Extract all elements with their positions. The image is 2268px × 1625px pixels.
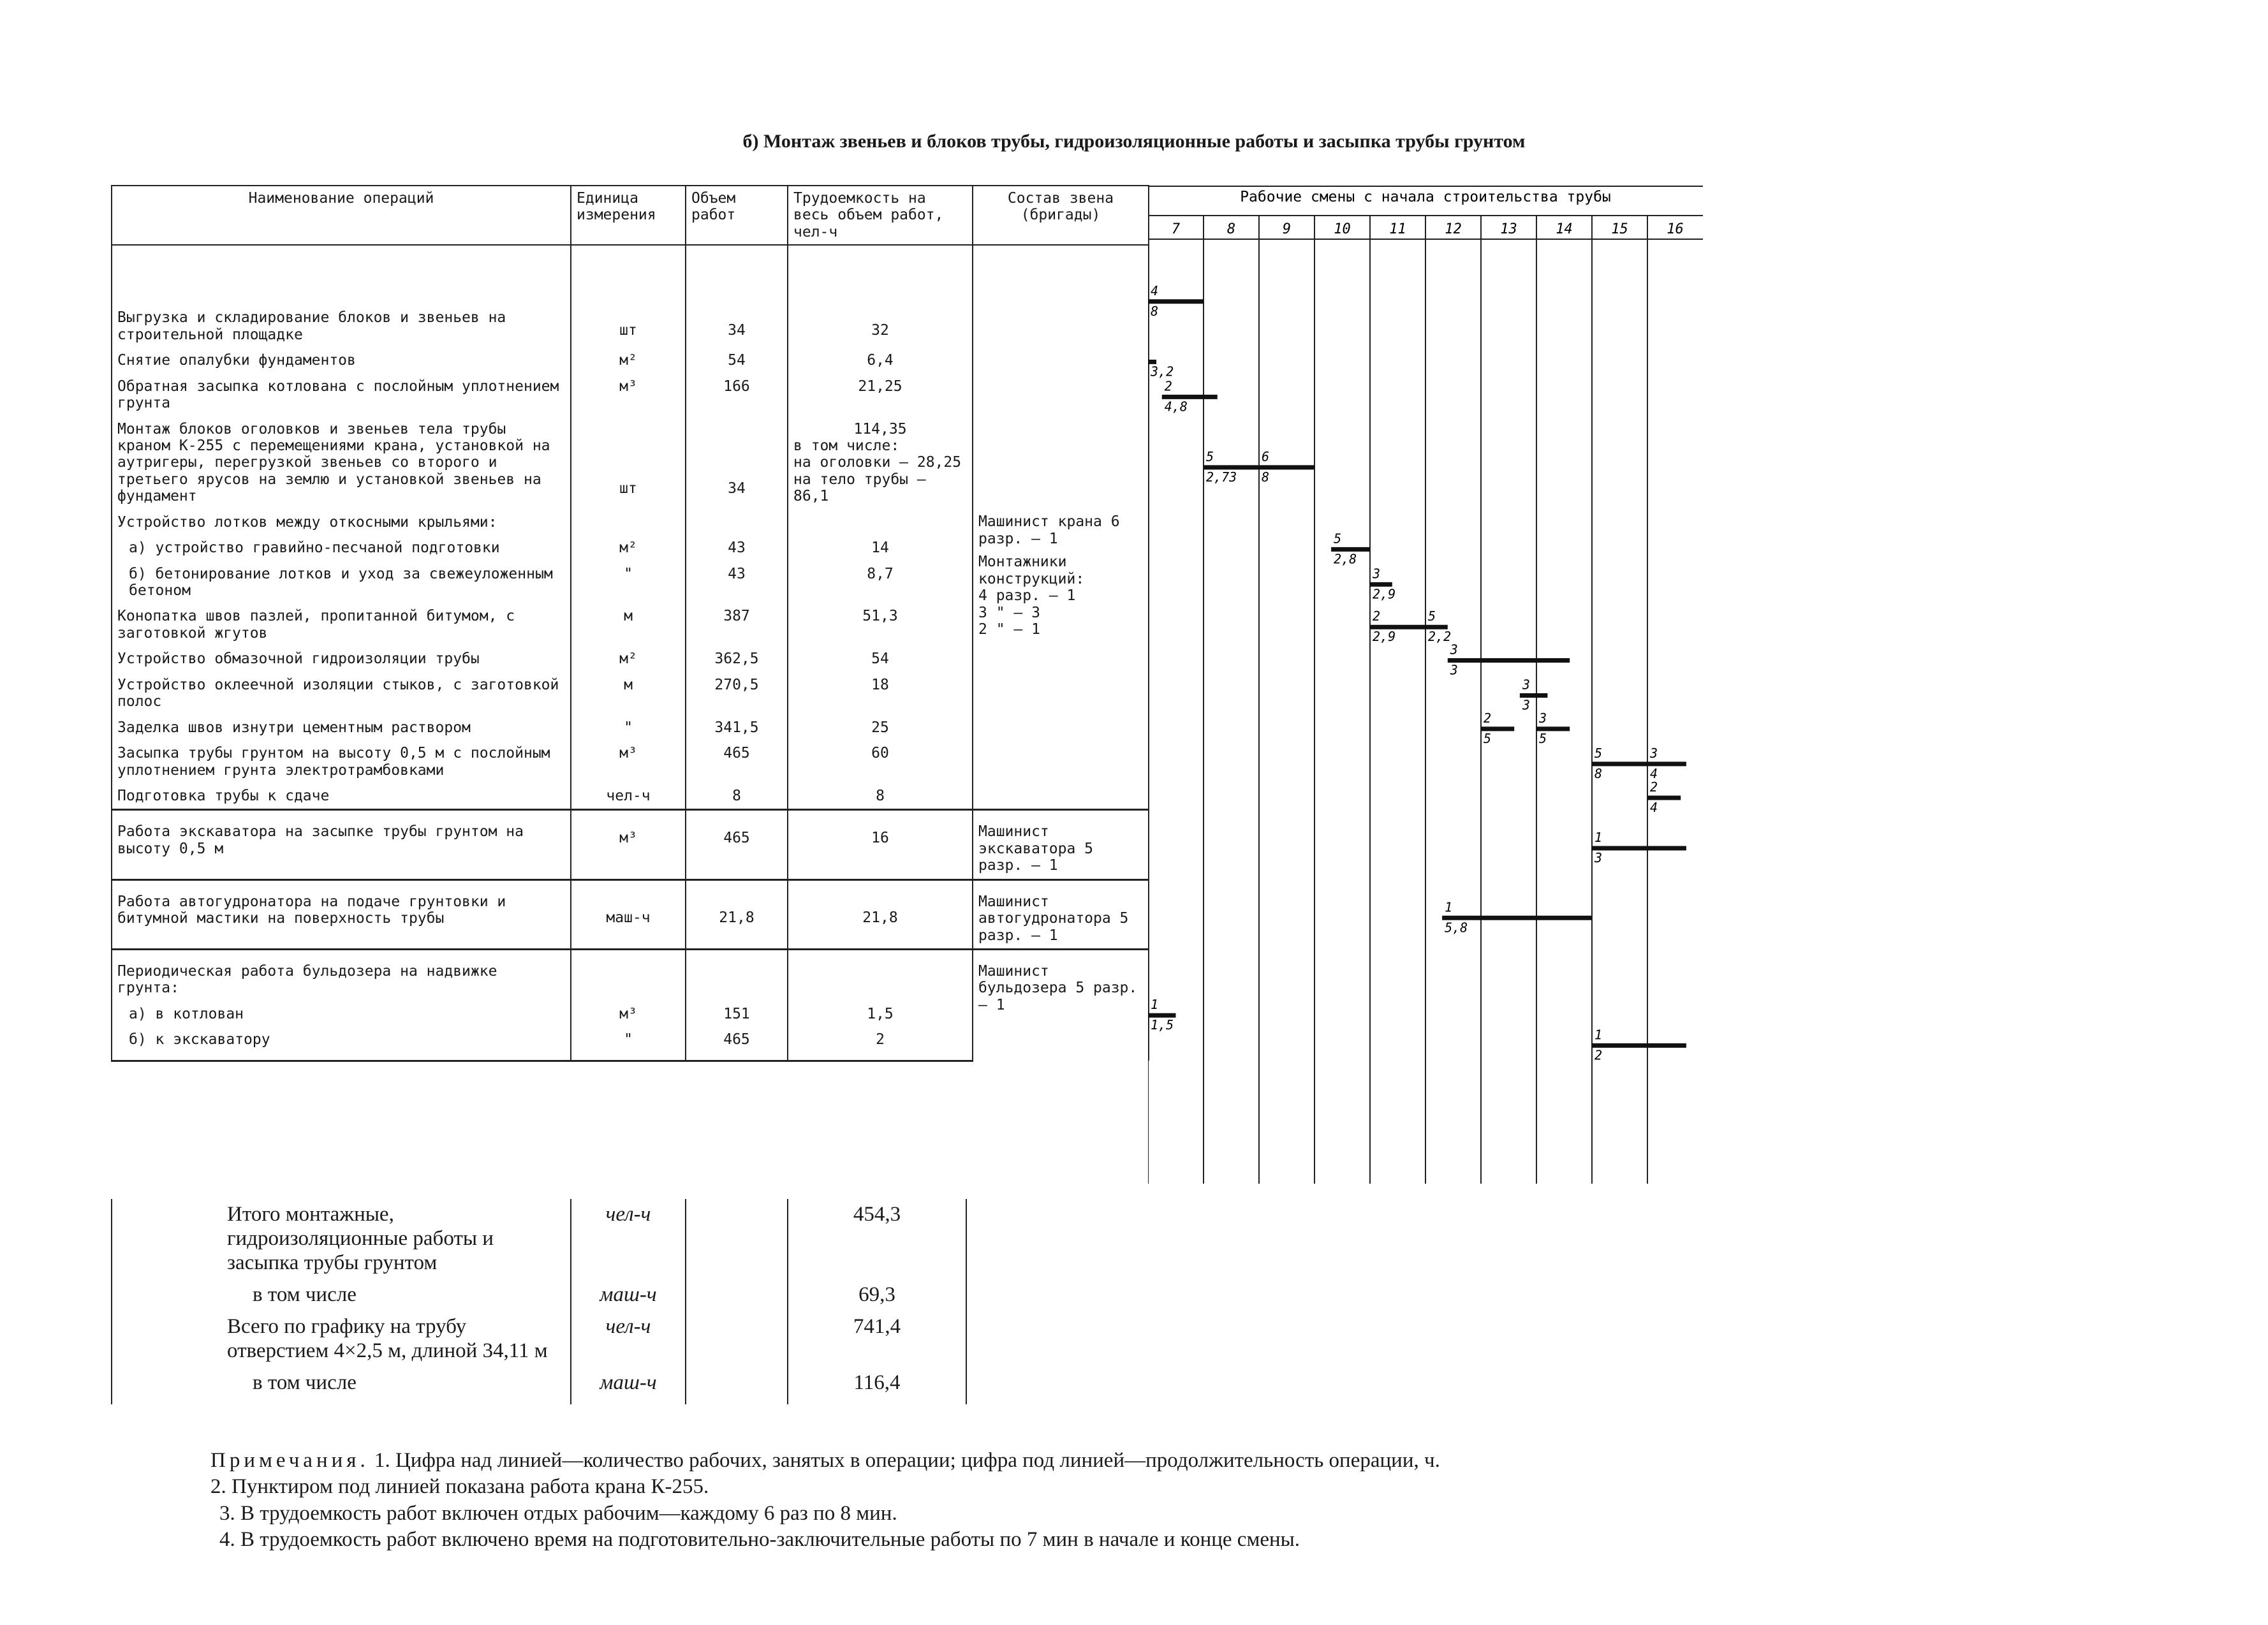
crew-bulldozer: Машинист бульдозера 5 разр. – 1 bbox=[973, 950, 1149, 1061]
gantt-workers-label: 3 bbox=[1650, 745, 1658, 761]
gantt-workers-label: 3 bbox=[1522, 677, 1530, 693]
row-name: Устройство обмазочной гидроизоляции трубы bbox=[112, 646, 571, 672]
totals-label: Итого монтажные, гидроизоляционные работы и засыпка трубы грунтом bbox=[112, 1199, 571, 1279]
note-4: 4. В трудоемкость работ включено время на подготовительно-заключительные работы по 7 мин в начале и конце смены. bbox=[219, 1527, 1300, 1551]
gantt-workers-label: 1 bbox=[1594, 829, 1603, 845]
row-name: Работа автогудронатора на подаче грунтовки и битумной мастики на поверхность трубы bbox=[112, 879, 571, 949]
row-labor: 51,3 bbox=[788, 603, 973, 646]
gantt-shift-number: 10 bbox=[1334, 221, 1351, 237]
row-labor: 54 bbox=[788, 646, 973, 672]
totals-unit: маш-ч bbox=[571, 1279, 686, 1311]
gantt-shift-number: 14 bbox=[1556, 221, 1573, 237]
table-row bbox=[112, 783, 1149, 810]
note-2: 2. Пунктиром под линией показана работа крана К-255. bbox=[210, 1475, 709, 1499]
gantt-duration-label: 2,8 bbox=[1334, 551, 1357, 567]
row-volume: 43 bbox=[686, 535, 788, 561]
gantt-duration-label: 2,2 bbox=[1428, 629, 1452, 645]
row-name: Работа экскаватора на засыпке трубы грунтом на высоту 0,5 м bbox=[112, 810, 571, 879]
row-labor: 60 bbox=[788, 740, 973, 783]
gantt-workers-label: 5 bbox=[1206, 448, 1214, 464]
gantt-duration-label: 5 bbox=[1484, 730, 1492, 746]
row-name: Снятие опалубки фундаментов bbox=[112, 348, 571, 373]
totals-value: 741,4 bbox=[788, 1311, 966, 1367]
row-volume: 465 bbox=[686, 740, 788, 783]
gantt-workers-label: 2 bbox=[1650, 779, 1658, 795]
gantt-shift-number: 13 bbox=[1500, 221, 1517, 237]
crew-mount-title: Монтажники конструкций: bbox=[978, 554, 1085, 587]
row-name: б) бетонирование лотков и уход за свежеуложенным бетоном bbox=[112, 561, 571, 604]
row-name: Конопатка швов пазлей, пропитанной битумом, с заготовкой жгутов bbox=[112, 603, 571, 646]
table-row bbox=[112, 245, 1149, 348]
gantt-shift-number: 8 bbox=[1226, 221, 1236, 237]
gantt-duration-label: 3,2 bbox=[1151, 364, 1174, 379]
gantt-workers-label: 1 bbox=[1445, 899, 1453, 915]
totals-table bbox=[111, 1199, 967, 1404]
gantt-workers-label: 2 bbox=[1373, 608, 1381, 624]
row-volume: 387 bbox=[686, 603, 788, 646]
table-row bbox=[112, 950, 1149, 1001]
gantt-workers-label: 4 bbox=[1151, 283, 1159, 298]
row-unit: м³ bbox=[571, 374, 686, 416]
row-labor: 18 bbox=[788, 672, 973, 715]
gantt-workers-label: 1 bbox=[1594, 1027, 1603, 1043]
totals-row bbox=[112, 1367, 966, 1404]
gantt-shift-number: 12 bbox=[1445, 221, 1462, 237]
gantt-workers-label: 3 bbox=[1539, 710, 1547, 726]
row-unit: шт bbox=[571, 245, 686, 348]
gantt-chart bbox=[1148, 185, 1703, 1186]
totals-unit: чел-ч bbox=[571, 1199, 686, 1279]
header-volume: Объем работ bbox=[686, 186, 788, 245]
row-volume: 34 bbox=[686, 245, 788, 348]
labor-breakdown-body: на тело трубы – 86,1 bbox=[793, 471, 926, 505]
crew-mount-2: 2 " – 1 bbox=[978, 621, 1040, 638]
labor-breakdown-intro: в том числе: bbox=[793, 437, 900, 454]
header-operation: Наименование операций bbox=[112, 186, 571, 245]
totals-label: Всего по графику на трубу отверстием 4×2,5 м, длиной 34,11 м bbox=[112, 1311, 571, 1367]
row-volume: 341,5 bbox=[686, 715, 788, 740]
row-volume: 43 bbox=[686, 561, 788, 604]
notes-heading: Примечания. bbox=[210, 1449, 369, 1472]
note-1-text: 1. Цифра над линией—количество рабочих, занятых в операции; цифра под линией—продолжительность операции, ч. bbox=[374, 1449, 1440, 1472]
totals-label: в том числе bbox=[112, 1367, 571, 1404]
crew-excavator: Машинист экскаватора 5 разр. – 1 bbox=[973, 810, 1149, 879]
row-unit: м³ bbox=[571, 740, 686, 783]
table-row bbox=[112, 879, 1149, 949]
row-labor: 114,35 bbox=[853, 420, 907, 438]
row-unit: " bbox=[571, 1027, 686, 1061]
gantt-shift-number: 11 bbox=[1389, 221, 1406, 237]
gantt-svg bbox=[1148, 185, 1703, 1184]
totals-row bbox=[112, 1311, 966, 1367]
row-name: Засыпка трубы грунтом на высоту 0,5 м с послойным уплотнением грунта электротрамбовками bbox=[112, 740, 571, 783]
gantt-duration-label: 3 bbox=[1522, 697, 1530, 713]
row-name: Устройство оклеечной изоляции стыков, с заготовкой полос bbox=[112, 672, 571, 715]
gantt-duration-label: 8 bbox=[1594, 765, 1603, 781]
gantt-duration-label: 5,8 bbox=[1445, 920, 1468, 936]
crew-mount-3: 3 " – 3 bbox=[978, 604, 1040, 621]
row-unit: м bbox=[571, 672, 686, 715]
totals-value: 116,4 bbox=[788, 1367, 966, 1404]
gantt-workers-label: 5 bbox=[1594, 745, 1603, 761]
totals-value: 69,3 bbox=[788, 1279, 966, 1311]
row-volume: 465 bbox=[686, 1027, 788, 1061]
row-name: б) к экскаватору bbox=[112, 1027, 571, 1061]
gantt-duration-label: 1,5 bbox=[1151, 1017, 1174, 1033]
gantt-workers-label: 2 bbox=[1484, 710, 1492, 726]
row-volume: 8 bbox=[686, 783, 788, 810]
gantt-duration-label: 4,8 bbox=[1164, 399, 1188, 415]
row-volume: 362,5 bbox=[686, 646, 788, 672]
row-unit: маш-ч bbox=[571, 879, 686, 949]
crew-asphalt: Машинист автогудронатора 5 разр. – 1 bbox=[973, 879, 1149, 949]
header-unit: Единица измерения bbox=[571, 186, 686, 245]
row-name: а) устройство гравийно-песчаной подготовки bbox=[112, 535, 571, 561]
gantt-header: Рабочие смены с начала строительства трубы bbox=[1240, 189, 1611, 205]
crew-crane: Машинист крана 6 разр. – 1 bbox=[978, 513, 1120, 547]
row-unit: м³ bbox=[571, 1001, 686, 1027]
totals-label: в том числе bbox=[112, 1279, 571, 1311]
row-labor: 6,4 bbox=[788, 348, 973, 373]
totals-unit: чел-ч bbox=[571, 1311, 686, 1367]
row-volume: 54 bbox=[686, 348, 788, 373]
row-name: Подготовка трубы к сдаче bbox=[112, 783, 571, 810]
row-volume: 270,5 bbox=[686, 672, 788, 715]
row-volume: 34 bbox=[686, 416, 788, 510]
note-1 bbox=[147, 1448, 1703, 1474]
row-labor: 16 bbox=[788, 810, 973, 879]
row-volume: 151 bbox=[686, 1001, 788, 1027]
header-labor: Трудоемкость на весь объем работ, чел-ч bbox=[788, 186, 973, 245]
totals-row bbox=[112, 1279, 966, 1311]
gantt-duration-label: 8 bbox=[1151, 303, 1159, 319]
gantt-workers-label: 2 bbox=[1164, 378, 1172, 394]
table-header-row bbox=[112, 186, 1149, 245]
gantt-shift-number: 16 bbox=[1667, 221, 1684, 237]
labor-breakdown-heads: на оголовки – 28,25 bbox=[793, 454, 962, 471]
row-unit: м² bbox=[571, 646, 686, 672]
totals-row bbox=[112, 1199, 966, 1279]
row-name: Монтаж блоков оголовков и звеньев тела трубы краном К-255 с перемещениями крана, установкой на аутригеры, перегрузкой звеньев со второго и третьего ярусов на землю и установкой звеньев на фундамент bbox=[112, 416, 571, 510]
row-labor: 8 bbox=[788, 783, 973, 810]
row-labor: 21,8 bbox=[788, 879, 973, 949]
gantt-workers-label: 3 bbox=[1373, 566, 1381, 582]
page-title: б) Монтаж звеньев и блоков трубы, гидроизоляционные работы и засыпка трубы грунтом bbox=[742, 131, 1526, 152]
row-unit: " bbox=[571, 561, 686, 604]
gantt-workers-label: 1 bbox=[1151, 997, 1159, 1013]
row-labor: 2 bbox=[788, 1027, 973, 1061]
gantt-duration-label: 8 bbox=[1262, 469, 1270, 485]
gantt-workers-label: 3 bbox=[1450, 642, 1458, 658]
row-labor: 21,25 bbox=[788, 374, 973, 416]
gantt-duration-label: 2,73 bbox=[1206, 469, 1237, 485]
table-row bbox=[112, 810, 1149, 879]
totals-unit: маш-ч bbox=[571, 1367, 686, 1404]
row-name: Обратная засыпка котлована с послойным уплотнением грунта bbox=[112, 374, 571, 416]
gantt-duration-label: 5 bbox=[1539, 730, 1547, 746]
gantt-duration-label: 3 bbox=[1450, 662, 1458, 678]
row-labor: 14 bbox=[788, 535, 973, 561]
gantt-duration-label: 4 bbox=[1650, 765, 1658, 781]
row-labor: 1,5 bbox=[788, 1001, 973, 1027]
row-name: Устройство лотков между откосными крыльями: bbox=[112, 510, 571, 535]
gantt-duration-label: 4 bbox=[1650, 800, 1658, 816]
gantt-shift-number: 7 bbox=[1171, 221, 1181, 237]
gantt-duration-label: 2 bbox=[1594, 1047, 1603, 1063]
row-unit: " bbox=[571, 715, 686, 740]
row-unit: м bbox=[571, 603, 686, 646]
operations-table bbox=[111, 185, 1149, 1062]
gantt-shift-number: 9 bbox=[1282, 221, 1292, 237]
gantt-shift-number: 15 bbox=[1611, 221, 1628, 237]
crew-cell-main bbox=[973, 245, 1149, 783]
row-labor: 32 bbox=[788, 245, 973, 348]
gantt-duration-label: 2,9 bbox=[1373, 629, 1396, 645]
gantt-workers-label: 5 bbox=[1428, 608, 1436, 624]
header-crew: Состав звена (бригады) bbox=[973, 186, 1149, 245]
row-name: Выгрузка и складирование блоков и звеньев на строительной площадке bbox=[112, 245, 571, 348]
row-labor: 25 bbox=[788, 715, 973, 740]
totals-value: 454,3 bbox=[788, 1199, 966, 1279]
note-3: 3. В трудоемкость работ включен отдых рабочим—каждому 6 раз по 8 мин. bbox=[219, 1501, 897, 1525]
row-unit: м² bbox=[571, 348, 686, 373]
row-labor: 8,7 bbox=[788, 561, 973, 604]
row-name: Заделка швов изнутри цементным раствором bbox=[112, 715, 571, 740]
gantt-workers-label: 5 bbox=[1334, 531, 1342, 547]
row-volume: 21,8 bbox=[686, 879, 788, 949]
row-labor-cell bbox=[788, 416, 973, 510]
row-unit: чел-ч bbox=[571, 783, 686, 810]
crew-mount-4: 4 разр. – 1 bbox=[978, 587, 1076, 605]
row-unit: м² bbox=[571, 535, 686, 561]
notes-block bbox=[210, 1448, 1703, 1553]
row-volume: 465 bbox=[686, 810, 788, 879]
gantt-workers-label: 6 bbox=[1262, 448, 1270, 464]
gantt-duration-label: 3 bbox=[1594, 849, 1603, 865]
gantt-duration-label: 2,9 bbox=[1373, 586, 1396, 602]
row-unit: шт bbox=[571, 416, 686, 510]
row-unit: м³ bbox=[571, 810, 686, 879]
row-name: Периодическая работа бульдозера на надвижке грунта: bbox=[112, 950, 571, 1001]
row-volume: 166 bbox=[686, 374, 788, 416]
row-name: а) в котлован bbox=[112, 1001, 571, 1027]
